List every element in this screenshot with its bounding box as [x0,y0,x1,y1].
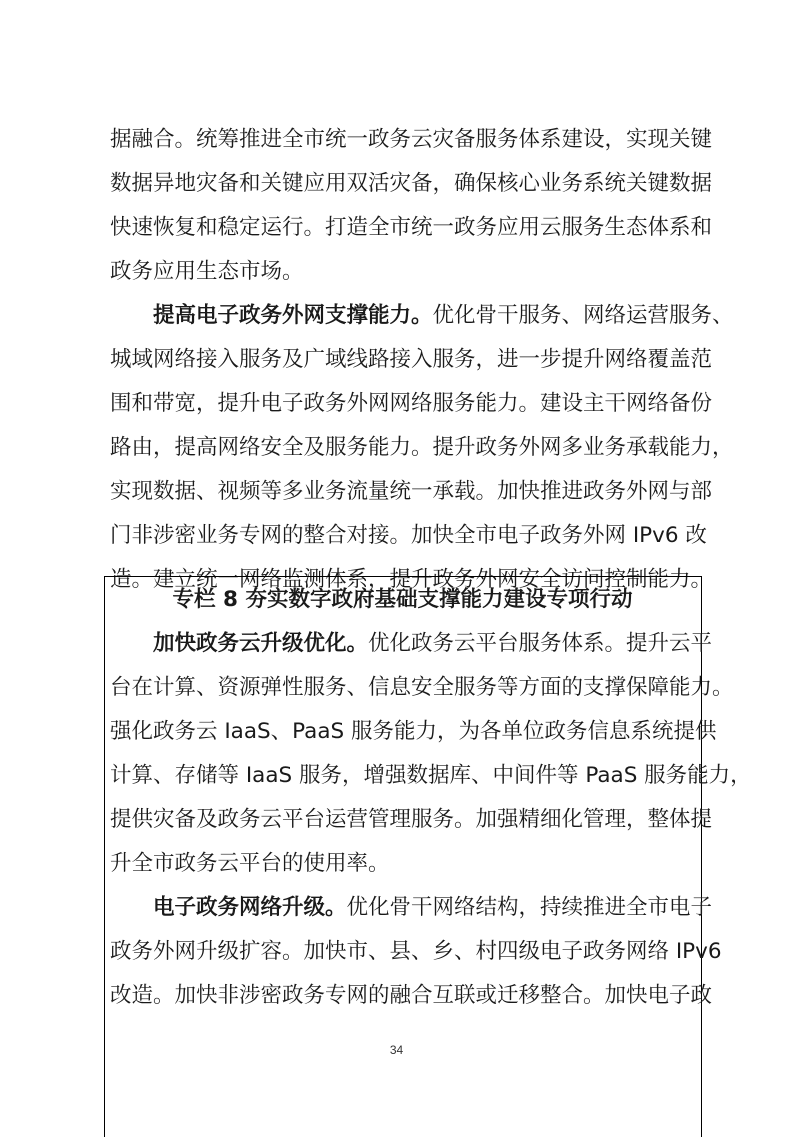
paragraph-heading: 提高电子政务外网支撑能力。 [153,303,433,328]
body-text-line: 快速恢复和稳定运行。打造全市统一政务应用云服务生态体系和 [110,215,713,240]
body-text: 优化骨干服务、网络运营服务、 [432,303,734,328]
body-text-line: 造。建立统一网络监测体系，提升政务外网安全访问控制能力。 [110,567,713,592]
body-text-line: 台在计算、资源弹性服务、信息安全服务等方面的支撑保障能力。 [110,675,734,700]
body-text: 优化政务云平台服务体系。提升云平 [368,631,713,656]
page-number: 34 [389,1043,404,1057]
body-text: 优化骨干网络结构，持续推进全市电子 [346,895,713,920]
body-text-line: 升全市政务云平台的使用率。 [110,851,390,876]
body-text-line: 城域网络接入服务及广域线路接入服务，进一步提升网络覆盖范 [110,347,713,372]
body-text-line: 数据异地灾备和关键应用双活灾备，确保核心业务系统关键数据 [110,171,713,196]
paragraph-heading: 加快政务云升级优化。 [153,631,369,656]
body-text-line: 围和带宽，提升电子政务外网网络服务能力。建设主干网络备份 [110,391,713,416]
body-text-line: 计算、存储等 IaaS 服务，增强数据库、中间件等 PaaS 服务能力， [110,763,752,788]
body-text-line: 实现数据、视频等多业务流量统一承载。加快推进政务外网与部 [110,479,713,504]
body-text-line: 提供灾备及政务云平台运营管理服务。加强精细化管理，整体提 [110,807,713,832]
box-title: 专栏 8 夯实数字政府基础支撑能力建设专项行动 [172,587,633,612]
body-text-line: 据融合。统筹推进全市统一政务云灾备服务体系建设，实现关键 [110,127,713,152]
paragraph-heading: 电子政务网络升级。 [153,895,347,920]
body-text-line: 门非涉密业务专网的整合对接。加快全市电子政务外网 IPv6 改 [110,523,707,548]
body-text-line: 改造。加快非涉密政务专网的融合互联或迁移整合。加快电子政 [110,983,713,1008]
body-text-line: 政务应用生态市场。 [110,259,304,284]
body-text-line: 强化政务云 IaaS、PaaS 服务能力，为各单位政务信息系统提供 [110,719,717,744]
paragraph-first-line [110,302,734,330]
paragraph-first-line [110,630,713,658]
body-text-line: 路由，提高网络安全及服务能力。提升政务外网多业务承载能力， [110,435,734,460]
body-text-line: 政务外网升级扩容。加快市、县、乡、村四级电子政务网络 IPv6 [110,939,722,964]
paragraph-first-line [110,894,713,922]
